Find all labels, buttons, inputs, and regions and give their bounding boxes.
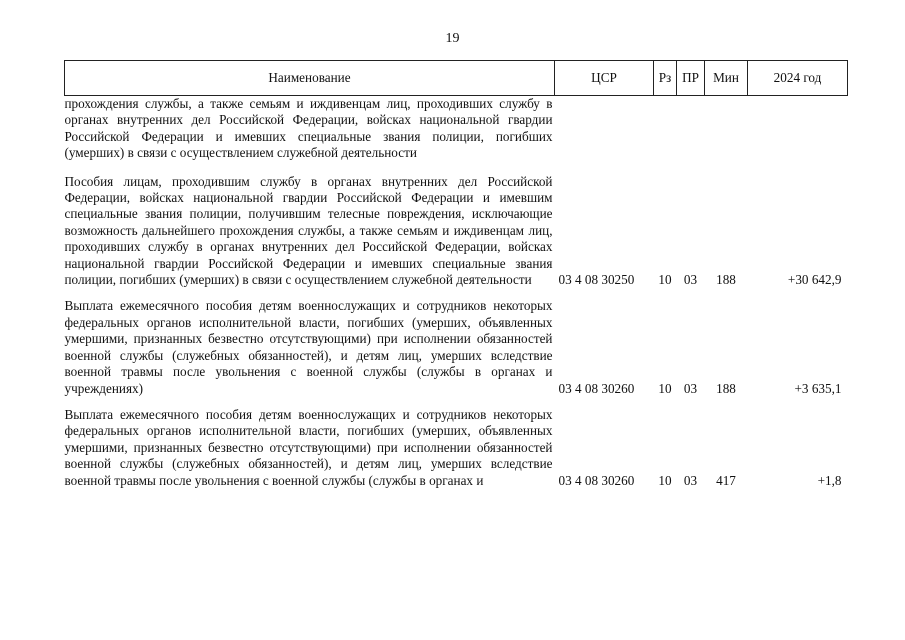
row-rz: 10 [658,272,672,288]
table-row [65,96,848,162]
row-value [748,96,848,162]
row-csr: 03 4 08 30250 [558,272,635,288]
row-pr: 03 [683,380,698,396]
row-csr: 03 4 08 30260 [558,380,635,396]
header-row [65,61,848,96]
row-value: +3 635,1 [794,380,842,396]
row-name: Пособия лицам, проходившим службу в органах внутренних дел Российской Федерации, войсках национальной гвардии Российской Федерации и имевшим специальные звания полиции, получившим телесные повреждения, исключающие возможность дальнейшего прохождения службы, а также семьям и иждивенцам лиц, проходивших службу в органах внутренних дел Российской Федерации, войсках национальной гвардии Российской Федерации и имевших специальные звания полиции, погибших (умерших) в связи с осуществлением служебной деятельности [64,173,553,288]
row-min: 417 [716,472,736,488]
budget-table [64,60,848,489]
row-pr [677,96,705,162]
row-spacer [65,397,848,407]
row-pr: 03 [683,472,698,488]
header-name: Наименование [65,61,555,96]
table-row [65,407,848,489]
header-min: Мин [705,61,748,96]
row-name: прохождения службы, а также семьям и иждивенцам лиц, проходивших службу в органах внутренних дел Российской Федерации, войсках национальной гвардии Российской Федерации и имевших специальные звания полиции, погибших (умерших) в связи с осуществлением служебной деятельности [64,96,553,161]
row-name: Выплата ежемесячного пособия детям военнослужащих и сотрудников некоторых федеральных органов исполнительной власти, погибших (умерших, объявленных умершими, признанных безвестно отсутствующими) при исполнении обязанностей военной службы (служебных обязанностей), и детям лиц, умерших вследствие военной травмы после увольнения с военной службы (службы в органах и [64,406,553,488]
row-csr [555,96,654,162]
row-spacer [65,162,848,174]
header-pr: ПР [677,61,705,96]
row-rz: 10 [658,472,672,488]
row-rz [654,96,677,162]
header-rz: Рз [654,61,677,96]
row-value: +1,8 [817,472,842,488]
table-body [65,96,848,489]
row-rz: 10 [658,380,672,396]
page-number: 19 [445,31,460,46]
row-min [705,96,748,162]
table-row [65,298,848,396]
header-value: 2024 год [748,61,848,96]
table-row [65,174,848,289]
table-header [65,61,848,96]
row-spacer [65,288,848,298]
row-csr: 03 4 08 30260 [558,472,635,488]
header-csr: ЦСР [555,61,654,96]
row-value: +30 642,9 [787,272,842,288]
row-name: Выплата ежемесячного пособия детям военнослужащих и сотрудников некоторых федеральных органов исполнительной власти, погибших (умерших, объявленных умершими, признанных безвестно отсутствующими) при исполнении обязанностей военной службы (служебных обязанностей), и детям лиц, умерших вследствие военной травмы после увольнения с военной службы (службы в органах и учреждениях) [64,298,553,396]
row-min: 188 [716,272,736,288]
row-pr: 03 [683,272,698,288]
row-min: 188 [716,380,736,396]
